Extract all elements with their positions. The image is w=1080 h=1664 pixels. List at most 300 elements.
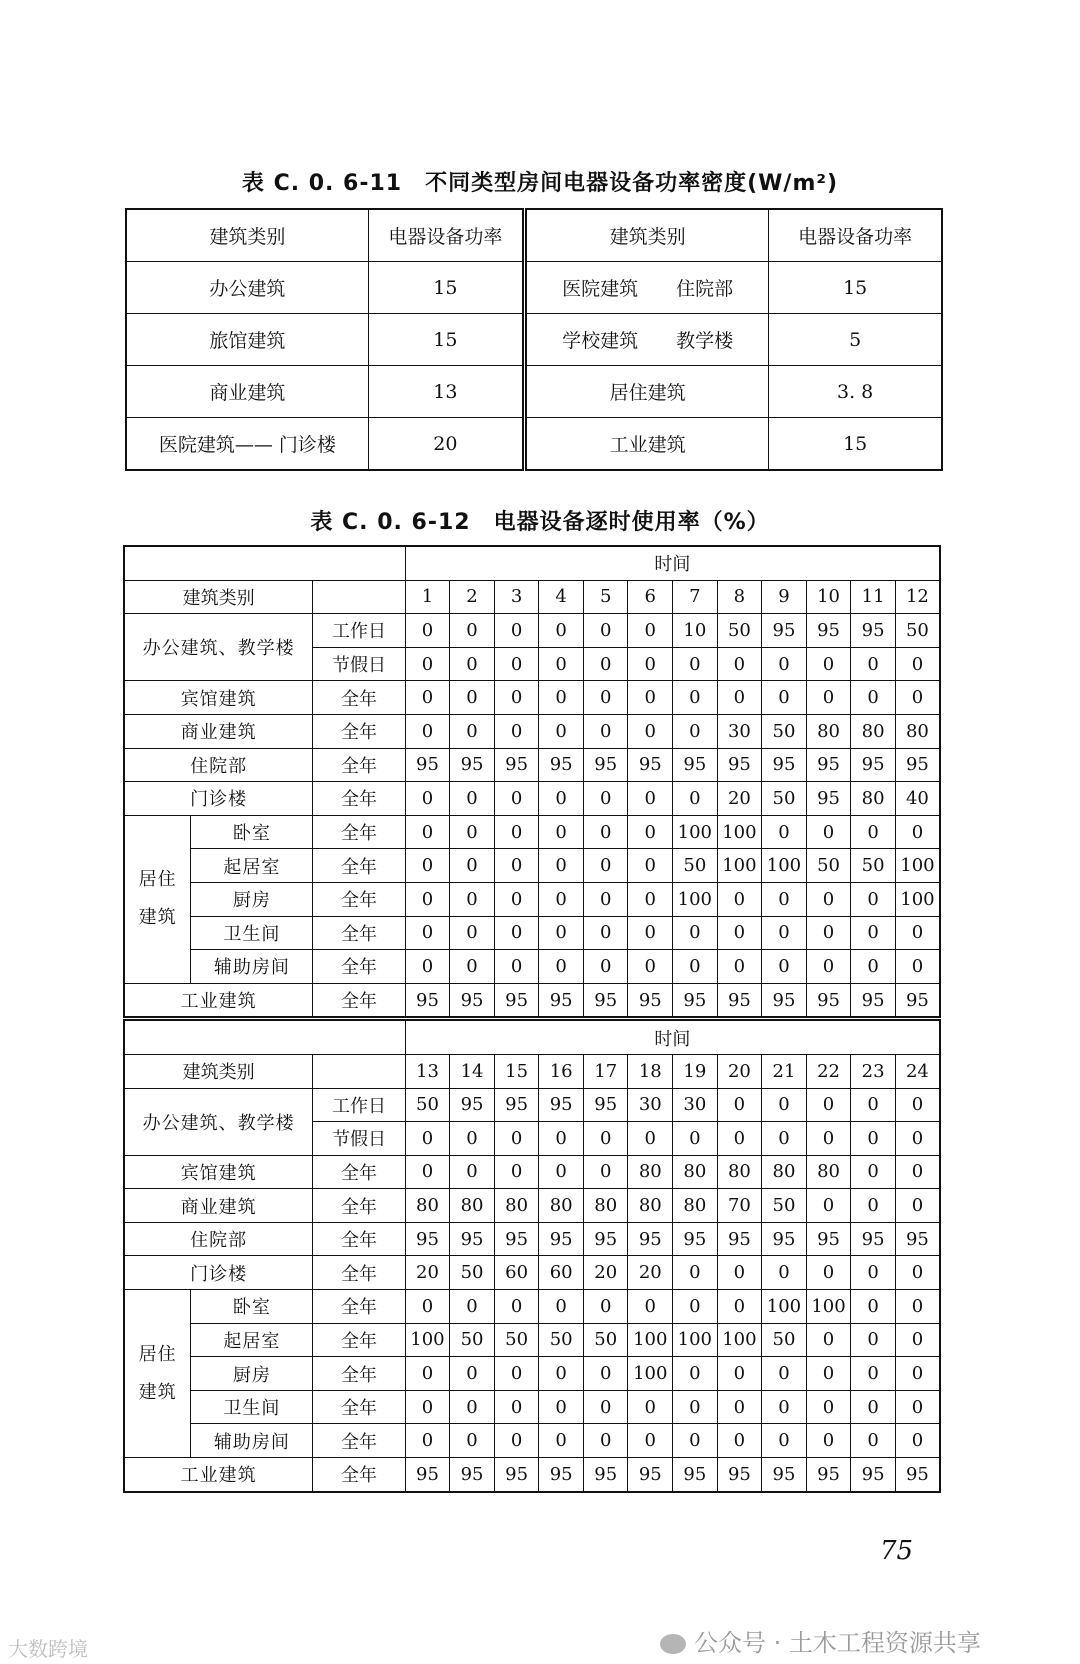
value-cell: 50 [895,614,940,648]
table-row [124,614,940,648]
header-cell: 电器设备功率 [769,209,942,262]
value-cell: 95 [762,748,807,782]
value-cell: 0 [762,950,807,984]
value-cell: 95 [895,748,940,782]
value-cell: 0 [494,1122,539,1156]
value-cell: 0 [539,882,584,916]
blank-cell [313,1054,405,1088]
value-cell: 0 [851,1256,896,1290]
value-cell: 70 [717,1189,762,1223]
value-cell: 0 [762,1424,807,1458]
value-cell: 95 [494,748,539,782]
value-cell: 0 [762,815,807,849]
value-cell: 0 [717,950,762,984]
table-row [126,314,942,366]
value-cell: 15 [368,314,524,366]
value-cell: 0 [539,950,584,984]
value-cell: 30 [628,1088,673,1122]
value-cell: 0 [539,1424,584,1458]
value-cell: 0 [405,647,450,681]
table-row [124,916,940,950]
table-row [124,1088,940,1122]
value-cell: 95 [494,1222,539,1256]
table-row [124,782,940,816]
value-cell: 0 [450,882,495,916]
value-cell: 0 [717,1424,762,1458]
value-cell: 95 [539,748,584,782]
value-cell: 80 [673,1189,718,1223]
value-cell: 0 [450,681,495,715]
value-cell: 0 [851,1357,896,1391]
value-cell: 80 [895,714,940,748]
period-cell: 全年 [313,950,405,984]
category-cell: 商业建筑 [124,714,313,748]
value-cell: 0 [762,1357,807,1391]
hour-cell: 15 [494,1054,539,1088]
value-cell: 95 [494,983,539,1019]
value-cell: 95 [806,1222,851,1256]
value-cell: 0 [405,1122,450,1156]
value-cell: 30 [717,714,762,748]
value-cell: 100 [717,849,762,883]
value-cell: 0 [673,1424,718,1458]
table-11-header-row [126,209,942,262]
value-cell: 0 [717,1390,762,1424]
group-cell: 居住建筑 [124,1290,191,1458]
value-cell: 95 [405,1222,450,1256]
value-cell: 0 [851,815,896,849]
value-cell: 0 [494,1155,539,1189]
value-cell: 0 [806,815,851,849]
header-cell: 建筑类别 [524,209,768,262]
value-cell: 80 [405,1189,450,1223]
value-cell: 80 [806,1155,851,1189]
period-cell: 全年 [313,1424,405,1458]
subcategory-cell: 卫生间 [191,1390,313,1424]
value-cell: 95 [583,983,628,1019]
value-cell: 0 [851,1155,896,1189]
value-cell: 95 [450,748,495,782]
value-cell: 0 [717,1122,762,1156]
value-cell: 0 [539,614,584,648]
value-cell: 0 [806,1424,851,1458]
value-cell: 0 [539,1357,584,1391]
category-cell: 工业建筑 [124,1458,313,1492]
hour-cell: 21 [762,1054,807,1088]
category-cell: 办公建筑 [126,262,368,314]
value-cell: 0 [717,1290,762,1324]
value-cell: 0 [806,1088,851,1122]
value-cell: 0 [673,950,718,984]
value-cell: 0 [806,1357,851,1391]
value-cell: 0 [405,681,450,715]
value-cell: 0 [762,647,807,681]
value-cell: 0 [450,950,495,984]
hour-cell: 1 [405,580,450,614]
value-cell: 0 [583,614,628,648]
value-cell: 95 [851,748,896,782]
value-cell: 0 [494,647,539,681]
value-cell: 0 [628,882,673,916]
table-row [126,418,942,471]
value-cell: 0 [583,647,628,681]
value-cell: 100 [628,1357,673,1391]
value-cell: 0 [673,714,718,748]
value-cell: 0 [450,1390,495,1424]
value-cell: 50 [762,714,807,748]
value-cell: 95 [806,983,851,1019]
table-row [124,950,940,984]
value-cell: 0 [762,916,807,950]
value-cell: 95 [717,1458,762,1492]
table-row [124,1458,940,1492]
value-cell: 95 [450,983,495,1019]
hour-cell: 12 [895,580,940,614]
value-cell: 0 [806,1189,851,1223]
hour-cell: 20 [717,1054,762,1088]
value-cell: 0 [628,782,673,816]
table-row [124,1222,940,1256]
value-cell: 95 [851,1458,896,1492]
hour-cell: 7 [673,580,718,614]
value-cell: 95 [628,983,673,1019]
value-cell: 0 [673,681,718,715]
value-cell: 0 [450,1290,495,1324]
value-cell: 80 [806,714,851,748]
value-cell: 100 [762,1290,807,1324]
value-cell: 0 [583,1155,628,1189]
value-cell: 0 [494,916,539,950]
value-cell: 0 [806,647,851,681]
value-cell: 0 [717,882,762,916]
value-cell: 50 [450,1256,495,1290]
table-12-title: 表 C. 0. 6-12 电器设备逐时使用率（%） [310,510,770,535]
page-number: 75 [880,1536,914,1566]
value-cell: 0 [628,815,673,849]
value-cell: 50 [762,1189,807,1223]
subcategory-cell: 卧室 [191,1290,313,1324]
value-cell: 0 [628,1290,673,1324]
value-cell: 0 [762,882,807,916]
header-cell: 电器设备功率 [368,209,524,262]
value-cell: 95 [628,1222,673,1256]
value-cell: 95 [717,748,762,782]
value-cell: 0 [494,782,539,816]
table-row [124,681,940,715]
value-cell: 0 [583,815,628,849]
value-cell: 0 [673,1122,718,1156]
period-cell: 全年 [313,916,405,950]
value-cell: 10 [673,614,718,648]
value-cell: 0 [628,1122,673,1156]
subcategory-cell: 厨房 [191,1357,313,1391]
period-cell: 全年 [313,782,405,816]
value-cell: 0 [450,714,495,748]
value-cell: 50 [717,614,762,648]
period-cell: 全年 [313,882,405,916]
value-cell: 95 [762,614,807,648]
value-cell: 0 [494,1424,539,1458]
value-cell: 95 [494,1458,539,1492]
category-cell: 宾馆建筑 [124,681,313,715]
table-row [126,366,942,418]
wechat-icon [660,1634,686,1654]
value-cell: 0 [583,1357,628,1391]
category-cell: 办公建筑、教学楼 [124,1088,313,1155]
table-row [124,1424,940,1458]
value-cell: 95 [539,1088,584,1122]
value-cell: 95 [762,1458,807,1492]
value-cell: 95 [851,983,896,1019]
value-cell: 0 [895,815,940,849]
value-cell: 20 [368,418,524,471]
category-label: 建筑类别 [124,580,313,614]
value-cell: 0 [851,681,896,715]
value-cell: 0 [851,1189,896,1223]
value-cell: 0 [717,916,762,950]
value-cell: 95 [806,748,851,782]
table-11-title: 表 C. 0. 6-11 不同类型房间电器设备功率密度(W/m²) [241,171,839,196]
value-cell: 0 [717,681,762,715]
value-cell: 0 [851,1390,896,1424]
value-cell: 95 [405,1458,450,1492]
value-cell: 0 [717,1357,762,1391]
time-label: 时间 [405,1019,940,1055]
value-cell: 0 [539,815,584,849]
hours-row [124,580,940,614]
value-cell: 0 [539,1290,584,1324]
watermark-logo: 大数跨境 [8,1637,88,1661]
value-cell: 95 [673,748,718,782]
value-cell: 20 [583,1256,628,1290]
value-cell: 95 [450,1458,495,1492]
value-cell: 50 [494,1323,539,1357]
table-row [124,882,940,916]
value-cell: 5 [769,314,942,366]
value-cell: 0 [717,647,762,681]
category-cell: 门诊楼 [124,1256,313,1290]
value-cell: 50 [806,849,851,883]
value-cell: 0 [806,1122,851,1156]
subcategory-cell: 起居室 [191,1323,313,1357]
value-cell: 0 [806,882,851,916]
value-cell: 0 [762,1088,807,1122]
value-cell: 100 [628,1323,673,1357]
value-cell: 95 [762,983,807,1019]
value-cell: 95 [806,1458,851,1492]
value-cell: 95 [539,1222,584,1256]
value-cell: 0 [895,1323,940,1357]
blank-cell [124,546,405,580]
value-cell: 0 [583,1390,628,1424]
hour-cell: 16 [539,1054,584,1088]
value-cell: 95 [895,1222,940,1256]
value-cell: 50 [762,1323,807,1357]
category-cell: 商业建筑 [124,1189,313,1223]
period-cell: 全年 [313,1390,405,1424]
value-cell: 100 [673,1323,718,1357]
period-cell: 全年 [313,1222,405,1256]
value-cell: 0 [583,1290,628,1324]
subcategory-cell: 起居室 [191,849,313,883]
value-cell: 95 [450,1222,495,1256]
value-cell: 95 [450,1088,495,1122]
value-cell: 0 [405,815,450,849]
value-cell: 0 [673,1390,718,1424]
value-cell: 0 [806,1390,851,1424]
value-cell: 0 [628,950,673,984]
hours-row [124,1054,940,1088]
value-cell: 0 [450,1357,495,1391]
value-cell: 0 [450,1424,495,1458]
period-cell: 全年 [313,1323,405,1357]
period-cell: 全年 [313,748,405,782]
value-cell: 0 [450,1122,495,1156]
hour-cell: 18 [628,1054,673,1088]
value-cell: 0 [450,782,495,816]
value-cell: 50 [405,1088,450,1122]
value-cell: 50 [762,782,807,816]
period-cell: 全年 [313,1458,405,1492]
value-cell: 0 [806,916,851,950]
value-cell: 0 [895,1357,940,1391]
value-cell: 0 [628,849,673,883]
period-cell: 全年 [313,849,405,883]
blank-cell [124,1019,405,1055]
value-cell: 0 [673,1290,718,1324]
hour-cell: 11 [851,580,896,614]
value-cell: 80 [762,1155,807,1189]
value-cell: 0 [628,614,673,648]
value-cell: 0 [405,1424,450,1458]
value-cell: 0 [494,681,539,715]
value-cell: 0 [405,782,450,816]
value-cell: 0 [494,1290,539,1324]
subcategory-cell: 辅助房间 [191,950,313,984]
value-cell: 0 [405,1290,450,1324]
value-cell: 0 [895,1256,940,1290]
value-cell: 0 [628,647,673,681]
value-cell: 0 [673,1256,718,1290]
value-cell: 50 [583,1323,628,1357]
value-cell: 0 [539,849,584,883]
value-cell: 0 [851,882,896,916]
value-cell: 0 [494,1390,539,1424]
value-cell: 95 [405,983,450,1019]
value-cell: 0 [895,1189,940,1223]
value-cell: 0 [539,714,584,748]
period-cell: 全年 [313,714,405,748]
value-cell: 0 [539,647,584,681]
period-cell: 工作日 [313,614,405,648]
value-cell: 0 [450,815,495,849]
value-cell: 0 [628,1390,673,1424]
value-cell: 100 [673,882,718,916]
subcategory-cell: 卧室 [191,815,313,849]
value-cell: 100 [405,1323,450,1357]
category-cell: 住院部 [124,748,313,782]
hour-cell: 8 [717,580,762,614]
period-cell: 节假日 [313,647,405,681]
hourly-usage-table [123,545,941,1493]
value-cell: 40 [895,782,940,816]
time-header-row [124,546,940,580]
hour-cell: 14 [450,1054,495,1088]
value-cell: 0 [583,714,628,748]
value-cell: 0 [583,681,628,715]
table-row [124,714,940,748]
period-cell: 全年 [313,681,405,715]
value-cell: 0 [405,849,450,883]
value-cell: 0 [539,916,584,950]
value-cell: 0 [539,782,584,816]
value-cell: 20 [628,1256,673,1290]
value-cell: 0 [895,647,940,681]
value-cell: 0 [583,882,628,916]
value-cell: 0 [628,1424,673,1458]
table-row [124,1189,940,1223]
value-cell: 80 [673,1155,718,1189]
period-cell: 全年 [313,1256,405,1290]
value-cell: 0 [762,681,807,715]
table-row [124,1357,940,1391]
value-cell: 0 [583,916,628,950]
value-cell: 95 [494,1088,539,1122]
value-cell: 95 [673,1458,718,1492]
category-cell: 宾馆建筑 [124,1155,313,1189]
value-cell: 0 [762,1122,807,1156]
hour-cell: 24 [895,1054,940,1088]
table-row [124,1390,940,1424]
value-cell: 100 [673,815,718,849]
value-cell: 95 [806,614,851,648]
blank-cell [313,580,405,614]
value-cell: 0 [405,882,450,916]
hour-cell: 3 [494,580,539,614]
category-cell: 医院建筑 住院部 [524,262,768,314]
subcategory-cell: 卫生间 [191,916,313,950]
category-cell: 住院部 [124,1222,313,1256]
value-cell: 0 [628,681,673,715]
value-cell: 95 [851,1222,896,1256]
value-cell: 0 [539,681,584,715]
value-cell: 60 [494,1256,539,1290]
value-cell: 95 [673,1222,718,1256]
value-cell: 95 [806,782,851,816]
value-cell: 15 [769,262,942,314]
value-cell: 95 [895,1458,940,1492]
value-cell: 0 [494,882,539,916]
value-cell: 0 [806,1323,851,1357]
value-cell: 95 [583,1458,628,1492]
hour-cell: 6 [628,580,673,614]
watermark-wechat [660,1623,981,1658]
value-cell: 0 [450,614,495,648]
value-cell: 95 [673,983,718,1019]
category-cell: 工业建筑 [524,418,768,471]
table-row [124,1155,940,1189]
hour-cell: 4 [539,580,584,614]
period-cell: 全年 [313,1357,405,1391]
value-cell: 100 [717,1323,762,1357]
value-cell: 80 [494,1189,539,1223]
category-cell: 旅馆建筑 [126,314,368,366]
time-label: 时间 [405,546,940,580]
value-cell: 0 [851,1290,896,1324]
value-cell: 0 [673,1357,718,1391]
value-cell: 0 [895,681,940,715]
value-cell: 0 [583,782,628,816]
